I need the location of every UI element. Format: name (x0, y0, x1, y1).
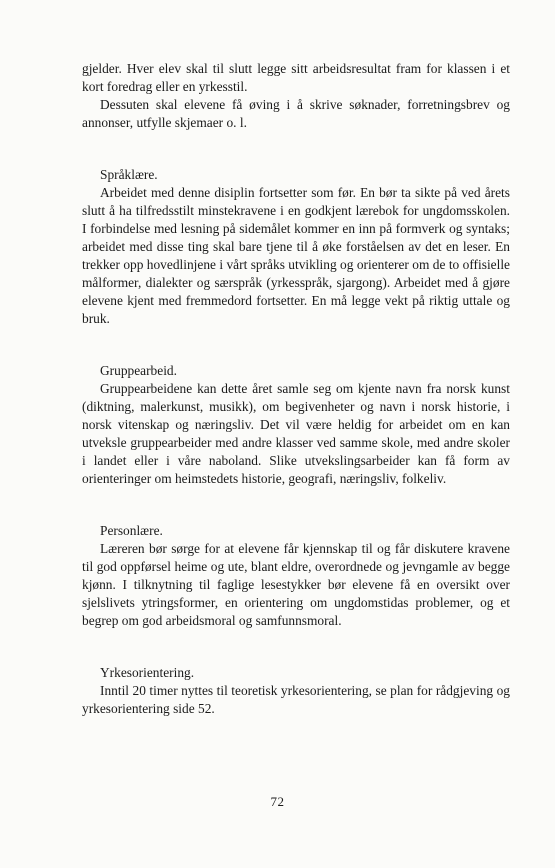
page-number: 72 (270, 794, 285, 809)
section-gruppearbeid (82, 362, 510, 488)
page-content (82, 60, 510, 718)
section-heading: Yrkesorientering. (100, 665, 195, 680)
intro-paragraph: Dessuten skal elevene få øving i å skrive søknader, forretningsbrev og annonser, utfylle skjemaer o. l. (82, 97, 510, 130)
section-heading: Gruppearbeid. (100, 363, 177, 378)
section-yrkesorientering (82, 664, 510, 718)
section-body: Gruppearbeidene kan dette året samle seg om kjente navn fra norsk kunst (diktning, malerkunst, musikk), om begivenheter og navn i norsk historie, i norsk vitenskap og næringsliv. Det vil være heldig for arbeidet om en kan utveksle gruppearbeider med andre klasser ved samme skole, med andre skoler i landet eller i våre naboland. Slike utvekslingsarbeider kan få form av orienteringer om heimstedets historie, geografi, næringsliv, folkeliv. (82, 381, 510, 486)
section-heading: Språklære. (100, 167, 158, 182)
section-spraklaere (82, 166, 510, 328)
section-personlaere (82, 522, 510, 630)
intro-continuation: gjelder. Hver elev skal til slutt legge sitt arbeidsresultat fram for klassen i et kort foredrag eller en yrkesstil. (82, 61, 510, 94)
section-body: Læreren bør sørge for at elevene får kjennskap til og får diskutere kravene til god oppførsel heime og ute, blant eldre, overordnede og jevngamle av begge kjønn. I tilknytning til faglige lesestykker bør elevene få en oversikt over sjelslivets ytringsformer, en orientering om ungdomstidas problemer, og et begrep om god arbeidsmoral og samfunnsmoral. (82, 541, 510, 628)
section-body: Inntil 20 timer nyttes til teoretisk yrkesorientering, se plan for rådgjeving og yrkesorientering side 52. (82, 683, 510, 716)
section-heading: Personlære. (100, 523, 163, 538)
section-body: Arbeidet med denne disiplin fortsetter som før. En bør ta sikte på ved årets slutt å ha tilfredsstilt minstekravene i en godkjent lærebok for ungdomsskolen. I forbindelse med lesning på sidemålet kommer en inn på formverk og syntaks; arbeidet med disse ting skal bare tjene til å øke forståelsen av det en leser. En trekker opp hovedlinjene i vårt språks utvikling og orienterer om de to offisielle målformer, dialekter og særspråk (yrkesspråk, sjargong). Arbeidet med å gjøre elevene kjent med fremmedord fortsetter. En må legge vekt på riktig uttale og bruk. (82, 185, 510, 326)
